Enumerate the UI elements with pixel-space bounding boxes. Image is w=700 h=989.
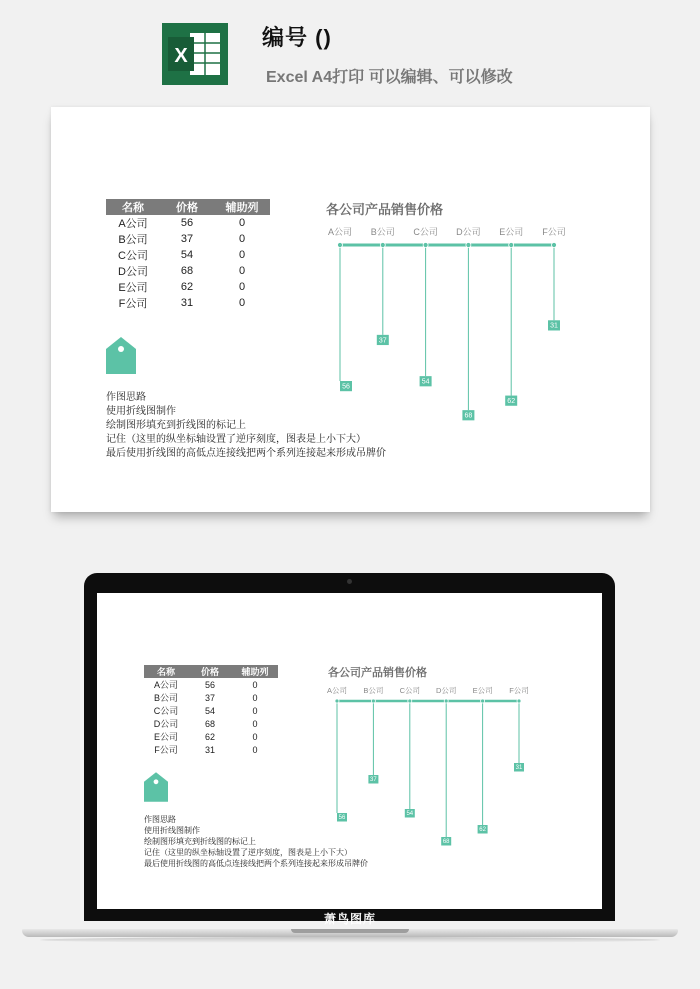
note-line: 绘制图形填充到折线图的标记上 (144, 837, 256, 846)
table-cell: 56 (180, 217, 194, 229)
table-cell: 0 (252, 679, 258, 690)
baseline-point (509, 243, 514, 248)
baseline-point (371, 699, 375, 703)
note-line: 绘制图形填充到折线图的标记上 (106, 420, 246, 431)
data-label: 56 (342, 383, 350, 391)
notes (106, 391, 386, 461)
data-label: 37 (378, 337, 387, 345)
note-line: 记住（这里的纵坐标轴设置了逆序刻度，图表是上小下大） (144, 848, 352, 857)
table-cell: 0 (238, 233, 246, 245)
x-tick-label: B公司 (370, 227, 395, 237)
table-cell: C公司 (118, 250, 148, 262)
table-cell: 54 (204, 705, 215, 716)
table-cell: E公司 (153, 732, 178, 742)
baseline-point (408, 699, 412, 703)
notes (144, 814, 368, 869)
table-cell: 0 (252, 718, 258, 729)
laptop-camera (347, 579, 352, 584)
baseline-point (552, 243, 557, 248)
note-line: 最后使用折线图的高低点连接线把两个系列连接起来形成吊牌价 (106, 448, 386, 459)
note-line: 记住（这里的纵坐标轴设置了逆序刻度，图表是上小下大） (106, 434, 366, 445)
sales-price-chart (323, 663, 538, 846)
note-line: 使用折线图制作 (144, 826, 200, 835)
x-tick-label: F公司 (509, 686, 529, 695)
laptop-brand: 萧鸟图库 (323, 912, 376, 926)
table-cell: F公司 (154, 745, 178, 755)
price-table (144, 665, 278, 756)
excel-icon (162, 23, 228, 85)
x-tick-label: D公司 (456, 227, 481, 237)
data-label: 31 (515, 765, 523, 772)
x-tick-label: A公司 (326, 686, 348, 695)
table-header-cell: 辅助列 (232, 665, 278, 678)
baseline-point (335, 699, 339, 703)
note-line: 最后使用折线图的高低点连接线把两个系列连接起来形成吊牌价 (144, 859, 368, 868)
baseline-point (481, 699, 485, 703)
table-cell: 0 (252, 744, 258, 755)
baseline-point (338, 243, 343, 248)
chart-title: 各公司产品销售价格 (326, 202, 444, 217)
data-label: 62 (507, 398, 516, 406)
note-line: 作图思路 (144, 815, 176, 824)
table-cell: 0 (238, 281, 246, 293)
table-cell: F公司 (118, 298, 148, 310)
table-header-cell: 价格 (188, 665, 232, 678)
chart-title: 各公司产品销售价格 (328, 667, 427, 679)
table-cell: 0 (238, 249, 246, 261)
table-cell: 0 (238, 297, 246, 309)
table-cell: 0 (238, 265, 246, 277)
price-tag-icon (144, 772, 168, 802)
data-label: 68 (442, 839, 450, 846)
table-cell: A公司 (153, 680, 178, 690)
x-tick-label: A公司 (327, 227, 353, 237)
table-header-cell: 名称 (106, 199, 160, 215)
table-cell: E公司 (118, 282, 148, 294)
x-tick-label: C公司 (399, 686, 421, 695)
data-label: 62 (479, 827, 486, 834)
x-tick-label: C公司 (413, 227, 438, 237)
sheet-preview (51, 107, 650, 512)
data-label: 68 (464, 412, 473, 420)
table-cell: 56 (204, 679, 215, 690)
sales-price-chart (316, 197, 586, 420)
table-cell: B公司 (153, 693, 178, 703)
table-header-cell: 名称 (144, 665, 188, 678)
table-row (106, 263, 270, 279)
x-tick-label: B公司 (363, 686, 384, 695)
data-label: 54 (406, 811, 414, 818)
table-row (106, 215, 270, 231)
table-cell: 31 (204, 744, 215, 755)
table-cell: A公司 (118, 218, 148, 230)
table-header-cell: 价格 (160, 199, 214, 215)
baseline-point (466, 243, 471, 248)
data-label: 56 (338, 815, 346, 822)
laptop-screen (97, 593, 602, 909)
table-row (144, 730, 278, 743)
table-cell: 0 (252, 705, 258, 716)
baseline-point (444, 699, 448, 703)
table-cell: 31 (180, 297, 194, 309)
table-row (106, 247, 270, 263)
table-cell: 0 (252, 692, 258, 703)
table-row (144, 717, 278, 730)
note-line: 作图思路 (106, 392, 146, 403)
table-cell: 68 (180, 265, 194, 277)
data-label: 54 (421, 378, 430, 386)
table-cell: 68 (204, 718, 215, 729)
svg-text:X: X (174, 45, 188, 67)
data-label: 31 (550, 322, 558, 330)
price-table (106, 199, 270, 311)
table-cell: D公司 (153, 719, 179, 729)
table-header-cell: 辅助列 (214, 199, 270, 215)
table-cell: C公司 (153, 706, 179, 716)
table-cell: 62 (204, 731, 215, 742)
table-row (106, 279, 270, 295)
document-title: 编号 () (262, 25, 332, 50)
document-subtitle: Excel A4打印 可以编辑、可以修改 (266, 69, 513, 86)
table-cell: 37 (180, 233, 194, 245)
x-tick-label: E公司 (472, 686, 493, 695)
baseline-point (517, 699, 521, 703)
table-cell: B公司 (118, 234, 148, 246)
table-cell: 62 (180, 281, 194, 293)
table-cell: 0 (238, 217, 246, 229)
table-row (144, 691, 278, 704)
table-row (144, 704, 278, 717)
table-cell: 37 (204, 692, 215, 703)
table-row (106, 295, 270, 311)
table-row (144, 743, 278, 756)
x-tick-label: E公司 (499, 227, 524, 237)
table-row (144, 678, 278, 691)
table-cell: 54 (180, 249, 194, 261)
table-cell: D公司 (118, 266, 148, 278)
table-cell: 0 (252, 731, 258, 742)
data-label: 37 (370, 777, 377, 784)
laptop-shadow (40, 937, 660, 943)
table-row (106, 231, 270, 247)
baseline-point (380, 243, 385, 248)
x-tick-label: D公司 (435, 686, 457, 695)
baseline-point (423, 243, 428, 248)
note-line: 使用折线图制作 (106, 406, 176, 417)
price-tag-icon (106, 337, 136, 374)
x-tick-label: F公司 (542, 227, 566, 237)
laptop-notch (291, 929, 409, 933)
